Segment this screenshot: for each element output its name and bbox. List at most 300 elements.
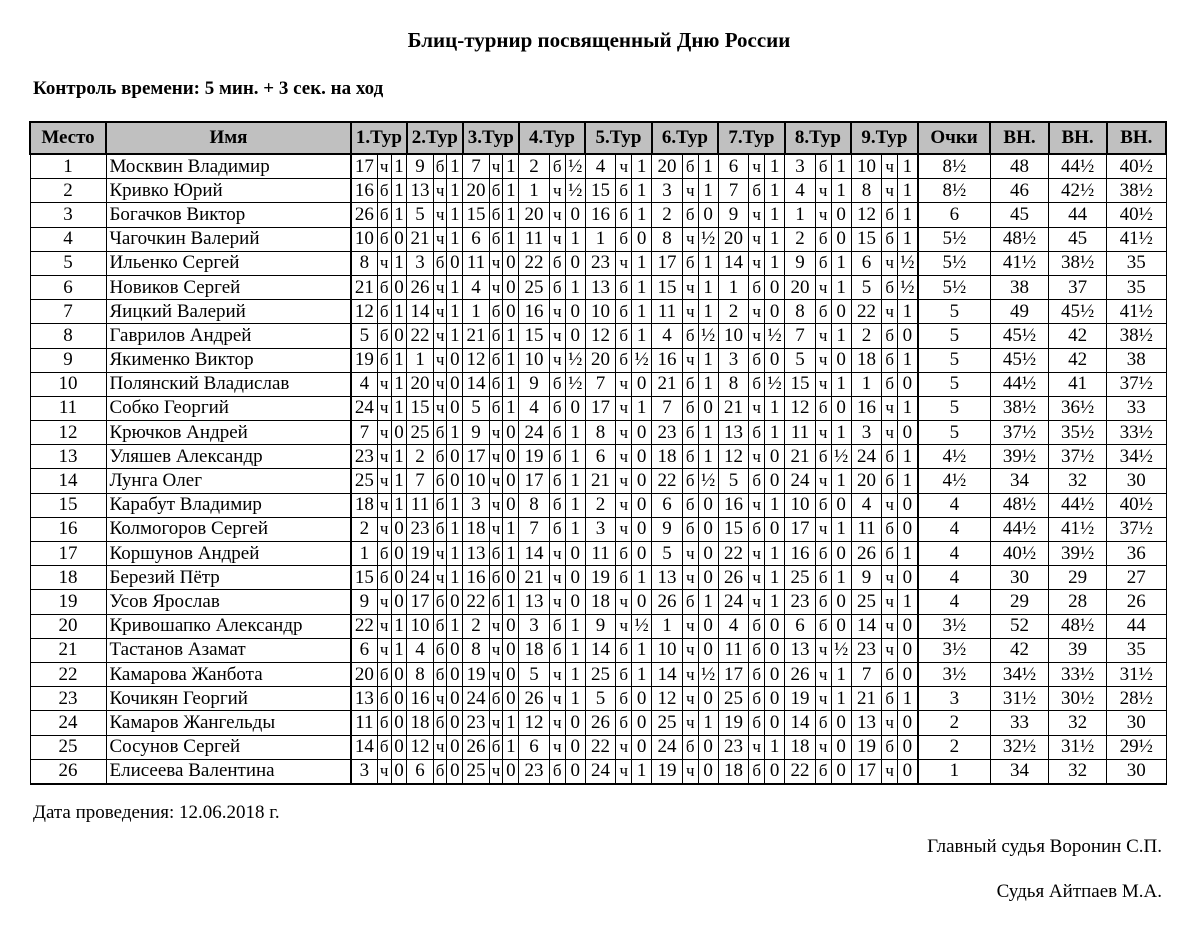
round-score-cell: 0 bbox=[898, 735, 918, 759]
player-name-cell: Березий Пётр bbox=[106, 566, 351, 590]
tiebreak-2-cell: 29 bbox=[1049, 566, 1107, 590]
round-color-cell: б bbox=[749, 517, 765, 541]
round-color-cell: ч bbox=[433, 687, 447, 711]
tiebreak-2-cell: 28 bbox=[1049, 590, 1107, 614]
round-color-cell: ч bbox=[682, 566, 698, 590]
round-color-cell: ч bbox=[749, 154, 765, 179]
col-header-round-1: 1.Тур bbox=[351, 122, 407, 154]
round-opponent-cell: 11 bbox=[718, 638, 749, 662]
tiebreak-2-cell: 41 bbox=[1049, 372, 1107, 396]
round-opponent-cell: 19 bbox=[718, 711, 749, 735]
round-color-cell: б bbox=[489, 687, 503, 711]
round-color-cell: б bbox=[377, 348, 391, 372]
round-score-cell: 0 bbox=[632, 590, 652, 614]
round-score-cell: 1 bbox=[565, 469, 585, 493]
round-score-cell: 1 bbox=[503, 227, 519, 251]
round-score-cell: 0 bbox=[898, 662, 918, 686]
round-color-cell: б bbox=[377, 300, 391, 324]
round-color-cell: ч bbox=[749, 300, 765, 324]
round-score-cell: 1 bbox=[765, 396, 785, 420]
round-score-cell: 1 bbox=[698, 590, 718, 614]
round-color-cell: б bbox=[682, 469, 698, 493]
place-cell: 11 bbox=[30, 396, 106, 420]
tiebreak-2-cell: 39 bbox=[1049, 638, 1107, 662]
round-color-cell: б bbox=[882, 662, 898, 686]
player-name-cell: Полянский Владислав bbox=[106, 372, 351, 396]
round-color-cell: б bbox=[489, 590, 503, 614]
round-score-cell: 0 bbox=[632, 469, 652, 493]
round-color-cell: б bbox=[489, 179, 503, 203]
round-score-cell: 0 bbox=[391, 759, 407, 784]
player-name-cell: Сосунов Сергей bbox=[106, 735, 351, 759]
round-color-cell: ч bbox=[749, 542, 765, 566]
round-opponent-cell: 21 bbox=[851, 687, 882, 711]
round-score-cell: 1 bbox=[632, 566, 652, 590]
round-score-cell: 0 bbox=[391, 542, 407, 566]
round-score-cell: 0 bbox=[765, 275, 785, 299]
tiebreak-2-cell: 42½ bbox=[1049, 179, 1107, 203]
round-color-cell: ч bbox=[682, 759, 698, 784]
round-score-cell: 1 bbox=[447, 203, 463, 227]
tiebreak-1-cell: 29 bbox=[990, 590, 1048, 614]
round-color-cell: ч bbox=[489, 251, 503, 275]
round-opponent-cell: 1 bbox=[463, 300, 489, 324]
tiebreak-2-cell: 45 bbox=[1049, 227, 1107, 251]
round-opponent-cell: 13 bbox=[463, 542, 489, 566]
round-color-cell: б bbox=[433, 759, 447, 784]
table-row bbox=[30, 469, 1166, 493]
round-score-cell: 0 bbox=[898, 614, 918, 638]
round-color-cell: б bbox=[682, 735, 698, 759]
round-color-cell: б bbox=[549, 445, 565, 469]
round-color-cell: ч bbox=[682, 687, 698, 711]
round-score-cell: 1 bbox=[698, 275, 718, 299]
round-score-cell: 0 bbox=[898, 711, 918, 735]
round-opponent-cell: 5 bbox=[585, 687, 616, 711]
round-score-cell: 1 bbox=[831, 662, 851, 686]
points-cell: 2 bbox=[918, 711, 991, 735]
round-score-cell: 0 bbox=[698, 517, 718, 541]
round-color-cell: б bbox=[549, 251, 565, 275]
tiebreak-1-cell: 34 bbox=[990, 469, 1048, 493]
round-score-cell: 1 bbox=[632, 179, 652, 203]
table-row bbox=[30, 517, 1166, 541]
round-score-cell: 1 bbox=[898, 227, 918, 251]
tiebreak-2-cell: 44½ bbox=[1049, 493, 1107, 517]
round-opponent-cell: 5 bbox=[463, 396, 489, 420]
round-score-cell: 0 bbox=[391, 735, 407, 759]
round-color-cell: б bbox=[433, 154, 447, 179]
round-opponent-cell: 23 bbox=[407, 517, 433, 541]
round-opponent-cell: 19 bbox=[585, 566, 616, 590]
round-color-cell: ч bbox=[749, 590, 765, 614]
tiebreak-2-cell: 48½ bbox=[1049, 614, 1107, 638]
player-name-cell: Камаров Жангельды bbox=[106, 711, 351, 735]
round-score-cell: 1 bbox=[391, 203, 407, 227]
round-color-cell: ч bbox=[815, 638, 831, 662]
round-opponent-cell: 14 bbox=[519, 542, 550, 566]
round-opponent-cell: 17 bbox=[785, 517, 816, 541]
round-color-cell: ч bbox=[882, 614, 898, 638]
round-score-cell: 0 bbox=[447, 662, 463, 686]
round-opponent-cell: 23 bbox=[785, 590, 816, 614]
round-color-cell: б bbox=[616, 179, 632, 203]
round-score-cell: 0 bbox=[447, 251, 463, 275]
round-opponent-cell: 21 bbox=[463, 324, 489, 348]
round-color-cell: ч bbox=[616, 421, 632, 445]
round-color-cell: б bbox=[882, 735, 898, 759]
round-score-cell: 0 bbox=[391, 275, 407, 299]
round-score-cell: 0 bbox=[831, 493, 851, 517]
round-score-cell: 1 bbox=[447, 566, 463, 590]
round-color-cell: ч bbox=[377, 251, 391, 275]
round-color-cell: б bbox=[433, 469, 447, 493]
round-score-cell: 1 bbox=[632, 759, 652, 784]
points-cell: 5 bbox=[918, 372, 991, 396]
round-opponent-cell: 22 bbox=[718, 542, 749, 566]
player-name-cell: Коршунов Андрей bbox=[106, 542, 351, 566]
round-score-cell: 1 bbox=[503, 324, 519, 348]
round-opponent-cell: 8 bbox=[351, 251, 377, 275]
round-color-cell: б bbox=[549, 396, 565, 420]
player-name-cell: Елисеева Валентина bbox=[106, 759, 351, 784]
round-score-cell: 0 bbox=[831, 396, 851, 420]
points-cell: 4 bbox=[918, 590, 991, 614]
col-header-round-4: 4.Тур bbox=[519, 122, 585, 154]
round-opponent-cell: 15 bbox=[785, 372, 816, 396]
place-cell: 3 bbox=[30, 203, 106, 227]
round-color-cell: б bbox=[549, 759, 565, 784]
tiebreak-3-cell: 40½ bbox=[1107, 154, 1166, 179]
round-opponent-cell: 2 bbox=[785, 227, 816, 251]
round-opponent-cell: 10 bbox=[519, 348, 550, 372]
round-score-cell: 1 bbox=[503, 396, 519, 420]
round-opponent-cell: 22 bbox=[351, 614, 377, 638]
round-color-cell: ч bbox=[433, 396, 447, 420]
round-score-cell: 0 bbox=[503, 662, 519, 686]
table-row bbox=[30, 735, 1166, 759]
round-score-cell: 0 bbox=[765, 469, 785, 493]
round-color-cell: ч bbox=[549, 300, 565, 324]
round-opponent-cell: 21 bbox=[785, 445, 816, 469]
round-score-cell: 0 bbox=[565, 203, 585, 227]
table-row bbox=[30, 203, 1166, 227]
round-color-cell: ч bbox=[815, 179, 831, 203]
round-opponent-cell: 9 bbox=[585, 614, 616, 638]
points-cell: 5 bbox=[918, 324, 991, 348]
tiebreak-3-cell: 34½ bbox=[1107, 445, 1166, 469]
place-cell: 17 bbox=[30, 542, 106, 566]
round-opponent-cell: 10 bbox=[407, 614, 433, 638]
round-opponent-cell: 2 bbox=[463, 614, 489, 638]
round-color-cell: ч bbox=[489, 421, 503, 445]
round-score-cell: 0 bbox=[698, 493, 718, 517]
tiebreak-3-cell: 30 bbox=[1107, 711, 1166, 735]
col-header-place: Место bbox=[30, 122, 106, 154]
col-header-round-5: 5.Тур bbox=[585, 122, 651, 154]
col-header-name: Имя bbox=[106, 122, 351, 154]
round-color-cell: ч bbox=[377, 469, 391, 493]
round-opponent-cell: 8 bbox=[718, 372, 749, 396]
round-color-cell: б bbox=[489, 735, 503, 759]
round-color-cell: ч bbox=[682, 275, 698, 299]
round-opponent-cell: 15 bbox=[351, 566, 377, 590]
round-opponent-cell: 4 bbox=[463, 275, 489, 299]
player-name-cell: Кривко Юрий bbox=[106, 179, 351, 203]
round-opponent-cell: 6 bbox=[718, 154, 749, 179]
tiebreak-1-cell: 37½ bbox=[990, 421, 1048, 445]
round-color-cell: ч bbox=[377, 396, 391, 420]
round-color-cell: б bbox=[377, 662, 391, 686]
round-opponent-cell: 16 bbox=[519, 300, 550, 324]
round-score-cell: 0 bbox=[391, 324, 407, 348]
round-opponent-cell: 21 bbox=[585, 469, 616, 493]
round-opponent-cell: 15 bbox=[407, 396, 433, 420]
round-score-cell: 0 bbox=[698, 396, 718, 420]
round-opponent-cell: 25 bbox=[463, 759, 489, 784]
table-row bbox=[30, 687, 1166, 711]
round-score-cell: 1 bbox=[698, 711, 718, 735]
round-opponent-cell: 22 bbox=[585, 735, 616, 759]
round-score-cell: 1 bbox=[565, 493, 585, 517]
col-header-round-7: 7.Тур bbox=[718, 122, 784, 154]
tiebreak-3-cell: 30 bbox=[1107, 469, 1166, 493]
round-color-cell: б bbox=[815, 759, 831, 784]
round-opponent-cell: 3 bbox=[585, 517, 616, 541]
round-opponent-cell: 6 bbox=[785, 614, 816, 638]
round-opponent-cell: 23 bbox=[585, 251, 616, 275]
round-opponent-cell: 22 bbox=[407, 324, 433, 348]
round-color-cell: ч bbox=[549, 348, 565, 372]
place-cell: 9 bbox=[30, 348, 106, 372]
round-opponent-cell: 24 bbox=[585, 759, 616, 784]
round-score-cell: 0 bbox=[391, 227, 407, 251]
round-score-cell: 0 bbox=[831, 348, 851, 372]
points-cell: 8½ bbox=[918, 179, 991, 203]
round-score-cell: 0 bbox=[503, 566, 519, 590]
round-color-cell: б bbox=[682, 396, 698, 420]
round-opponent-cell: 24 bbox=[407, 566, 433, 590]
round-opponent-cell: 18 bbox=[652, 445, 683, 469]
points-cell: 1 bbox=[918, 759, 991, 784]
round-color-cell: ч bbox=[815, 324, 831, 348]
round-score-cell: 1 bbox=[765, 735, 785, 759]
tiebreak-2-cell: 38½ bbox=[1049, 251, 1107, 275]
round-opponent-cell: 13 bbox=[785, 638, 816, 662]
round-score-cell: 1 bbox=[503, 735, 519, 759]
tiebreak-1-cell: 38½ bbox=[990, 396, 1048, 420]
round-opponent-cell: 2 bbox=[585, 493, 616, 517]
points-cell: 3½ bbox=[918, 638, 991, 662]
points-cell: 4½ bbox=[918, 469, 991, 493]
round-score-cell: 1 bbox=[391, 179, 407, 203]
round-score-cell: 0 bbox=[565, 324, 585, 348]
round-color-cell: ч bbox=[377, 517, 391, 541]
round-score-cell: 0 bbox=[503, 687, 519, 711]
round-color-cell: б bbox=[489, 566, 503, 590]
table-row bbox=[30, 348, 1166, 372]
round-color-cell: ч bbox=[489, 154, 503, 179]
round-score-cell: 0 bbox=[447, 687, 463, 711]
place-cell: 15 bbox=[30, 493, 106, 517]
points-cell: 5 bbox=[918, 396, 991, 420]
round-score-cell: 0 bbox=[698, 566, 718, 590]
round-color-cell: ч bbox=[815, 662, 831, 686]
round-color-cell: б bbox=[433, 614, 447, 638]
round-color-cell: ч bbox=[682, 638, 698, 662]
round-opponent-cell: 11 bbox=[785, 421, 816, 445]
round-color-cell: ч bbox=[549, 687, 565, 711]
round-color-cell: ч bbox=[377, 590, 391, 614]
round-color-cell: ч bbox=[882, 154, 898, 179]
round-score-cell: 1 bbox=[765, 251, 785, 275]
player-name-cell: Ильенко Сергей bbox=[106, 251, 351, 275]
round-color-cell: б bbox=[549, 154, 565, 179]
round-score-cell: 0 bbox=[698, 759, 718, 784]
round-score-cell: 1 bbox=[565, 445, 585, 469]
round-score-cell: 0 bbox=[898, 566, 918, 590]
place-cell: 23 bbox=[30, 687, 106, 711]
table-row bbox=[30, 275, 1166, 299]
table-row bbox=[30, 493, 1166, 517]
round-color-cell: ч bbox=[433, 324, 447, 348]
round-color-cell: ч bbox=[815, 735, 831, 759]
round-score-cell: 0 bbox=[565, 300, 585, 324]
table-row bbox=[30, 445, 1166, 469]
round-color-cell: ч bbox=[549, 662, 565, 686]
round-score-cell: 0 bbox=[447, 372, 463, 396]
round-score-cell: 0 bbox=[765, 300, 785, 324]
tiebreak-3-cell: 29½ bbox=[1107, 735, 1166, 759]
round-opponent-cell: 26 bbox=[519, 687, 550, 711]
round-color-cell: б bbox=[549, 275, 565, 299]
round-color-cell: б bbox=[616, 662, 632, 686]
round-color-cell: ч bbox=[549, 179, 565, 203]
round-score-cell: 0 bbox=[632, 687, 652, 711]
round-score-cell: 1 bbox=[565, 638, 585, 662]
round-score-cell: 0 bbox=[632, 372, 652, 396]
round-color-cell: ч bbox=[882, 566, 898, 590]
round-opponent-cell: 19 bbox=[851, 735, 882, 759]
round-opponent-cell: 18 bbox=[463, 517, 489, 541]
round-opponent-cell: 17 bbox=[652, 251, 683, 275]
round-color-cell: б bbox=[549, 614, 565, 638]
tiebreak-3-cell: 41½ bbox=[1107, 227, 1166, 251]
col-header-round-9: 9.Тур bbox=[851, 122, 917, 154]
round-score-cell: 1 bbox=[565, 614, 585, 638]
round-opponent-cell: 15 bbox=[463, 203, 489, 227]
round-score-cell: 0 bbox=[698, 542, 718, 566]
round-opponent-cell: 12 bbox=[652, 687, 683, 711]
points-cell: 6 bbox=[918, 203, 991, 227]
round-color-cell: б bbox=[616, 203, 632, 227]
round-color-cell: б bbox=[682, 445, 698, 469]
round-score-cell: 0 bbox=[698, 687, 718, 711]
tiebreak-3-cell: 38½ bbox=[1107, 324, 1166, 348]
round-score-cell: 1 bbox=[447, 300, 463, 324]
header-row bbox=[30, 122, 1166, 154]
round-score-cell: 1 bbox=[765, 566, 785, 590]
round-opponent-cell: 11 bbox=[407, 493, 433, 517]
round-color-cell: ч bbox=[549, 227, 565, 251]
round-score-cell: 1 bbox=[391, 396, 407, 420]
round-opponent-cell: 6 bbox=[351, 638, 377, 662]
round-opponent-cell: 9 bbox=[519, 372, 550, 396]
round-score-cell: 0 bbox=[831, 759, 851, 784]
table-row bbox=[30, 372, 1166, 396]
round-opponent-cell: 7 bbox=[652, 396, 683, 420]
round-score-cell: 0 bbox=[447, 348, 463, 372]
round-score-cell: 0 bbox=[765, 517, 785, 541]
round-score-cell: 1 bbox=[698, 300, 718, 324]
round-opponent-cell: 13 bbox=[519, 590, 550, 614]
round-opponent-cell: 24 bbox=[652, 735, 683, 759]
round-opponent-cell: 13 bbox=[407, 179, 433, 203]
round-score-cell: 1 bbox=[765, 227, 785, 251]
round-opponent-cell: 20 bbox=[463, 179, 489, 203]
tiebreak-1-cell: 44½ bbox=[990, 517, 1048, 541]
round-color-cell: б bbox=[749, 421, 765, 445]
round-opponent-cell: 2 bbox=[851, 324, 882, 348]
tiebreak-1-cell: 48 bbox=[990, 154, 1048, 179]
round-color-cell: ч bbox=[549, 566, 565, 590]
round-score-cell: 1 bbox=[898, 179, 918, 203]
round-score-cell: 1 bbox=[391, 372, 407, 396]
place-cell: 24 bbox=[30, 711, 106, 735]
round-opponent-cell: 7 bbox=[718, 179, 749, 203]
round-score-cell: 1 bbox=[898, 590, 918, 614]
place-cell: 25 bbox=[30, 735, 106, 759]
player-name-cell: Колмогоров Сергей bbox=[106, 517, 351, 541]
round-score-cell: 1 bbox=[391, 493, 407, 517]
round-color-cell: б bbox=[377, 203, 391, 227]
table-row bbox=[30, 638, 1166, 662]
round-opponent-cell: 9 bbox=[785, 251, 816, 275]
round-color-cell: ч bbox=[489, 662, 503, 686]
round-opponent-cell: 4 bbox=[851, 493, 882, 517]
round-opponent-cell: 8 bbox=[585, 421, 616, 445]
round-opponent-cell: 3 bbox=[351, 759, 377, 784]
round-opponent-cell: 3 bbox=[463, 493, 489, 517]
tiebreak-2-cell: 36½ bbox=[1049, 396, 1107, 420]
player-name-cell: Якименко Виктор bbox=[106, 348, 351, 372]
round-score-cell: 1 bbox=[447, 154, 463, 179]
round-opponent-cell: 11 bbox=[652, 300, 683, 324]
round-opponent-cell: 13 bbox=[351, 687, 377, 711]
table-row bbox=[30, 662, 1166, 686]
tiebreak-3-cell: 37½ bbox=[1107, 517, 1166, 541]
tiebreak-3-cell: 38 bbox=[1107, 348, 1166, 372]
round-color-cell: ч bbox=[682, 227, 698, 251]
round-color-cell: б bbox=[882, 348, 898, 372]
round-score-cell: 1 bbox=[898, 396, 918, 420]
round-color-cell: б bbox=[377, 735, 391, 759]
round-opponent-cell: 14 bbox=[463, 372, 489, 396]
round-color-cell: б bbox=[882, 275, 898, 299]
round-color-cell: б bbox=[749, 638, 765, 662]
round-score-cell: 1 bbox=[391, 300, 407, 324]
round-opponent-cell: 24 bbox=[351, 396, 377, 420]
round-score-cell: 0 bbox=[831, 300, 851, 324]
round-opponent-cell: 24 bbox=[519, 421, 550, 445]
round-opponent-cell: 12 bbox=[463, 348, 489, 372]
player-name-cell: Тастанов Азамат bbox=[106, 638, 351, 662]
judge: Судья Айтпаев М.А. bbox=[996, 881, 1162, 902]
round-color-cell: ч bbox=[433, 227, 447, 251]
tiebreak-1-cell: 45 bbox=[990, 203, 1048, 227]
round-color-cell: б bbox=[882, 372, 898, 396]
round-color-cell: ч bbox=[616, 445, 632, 469]
